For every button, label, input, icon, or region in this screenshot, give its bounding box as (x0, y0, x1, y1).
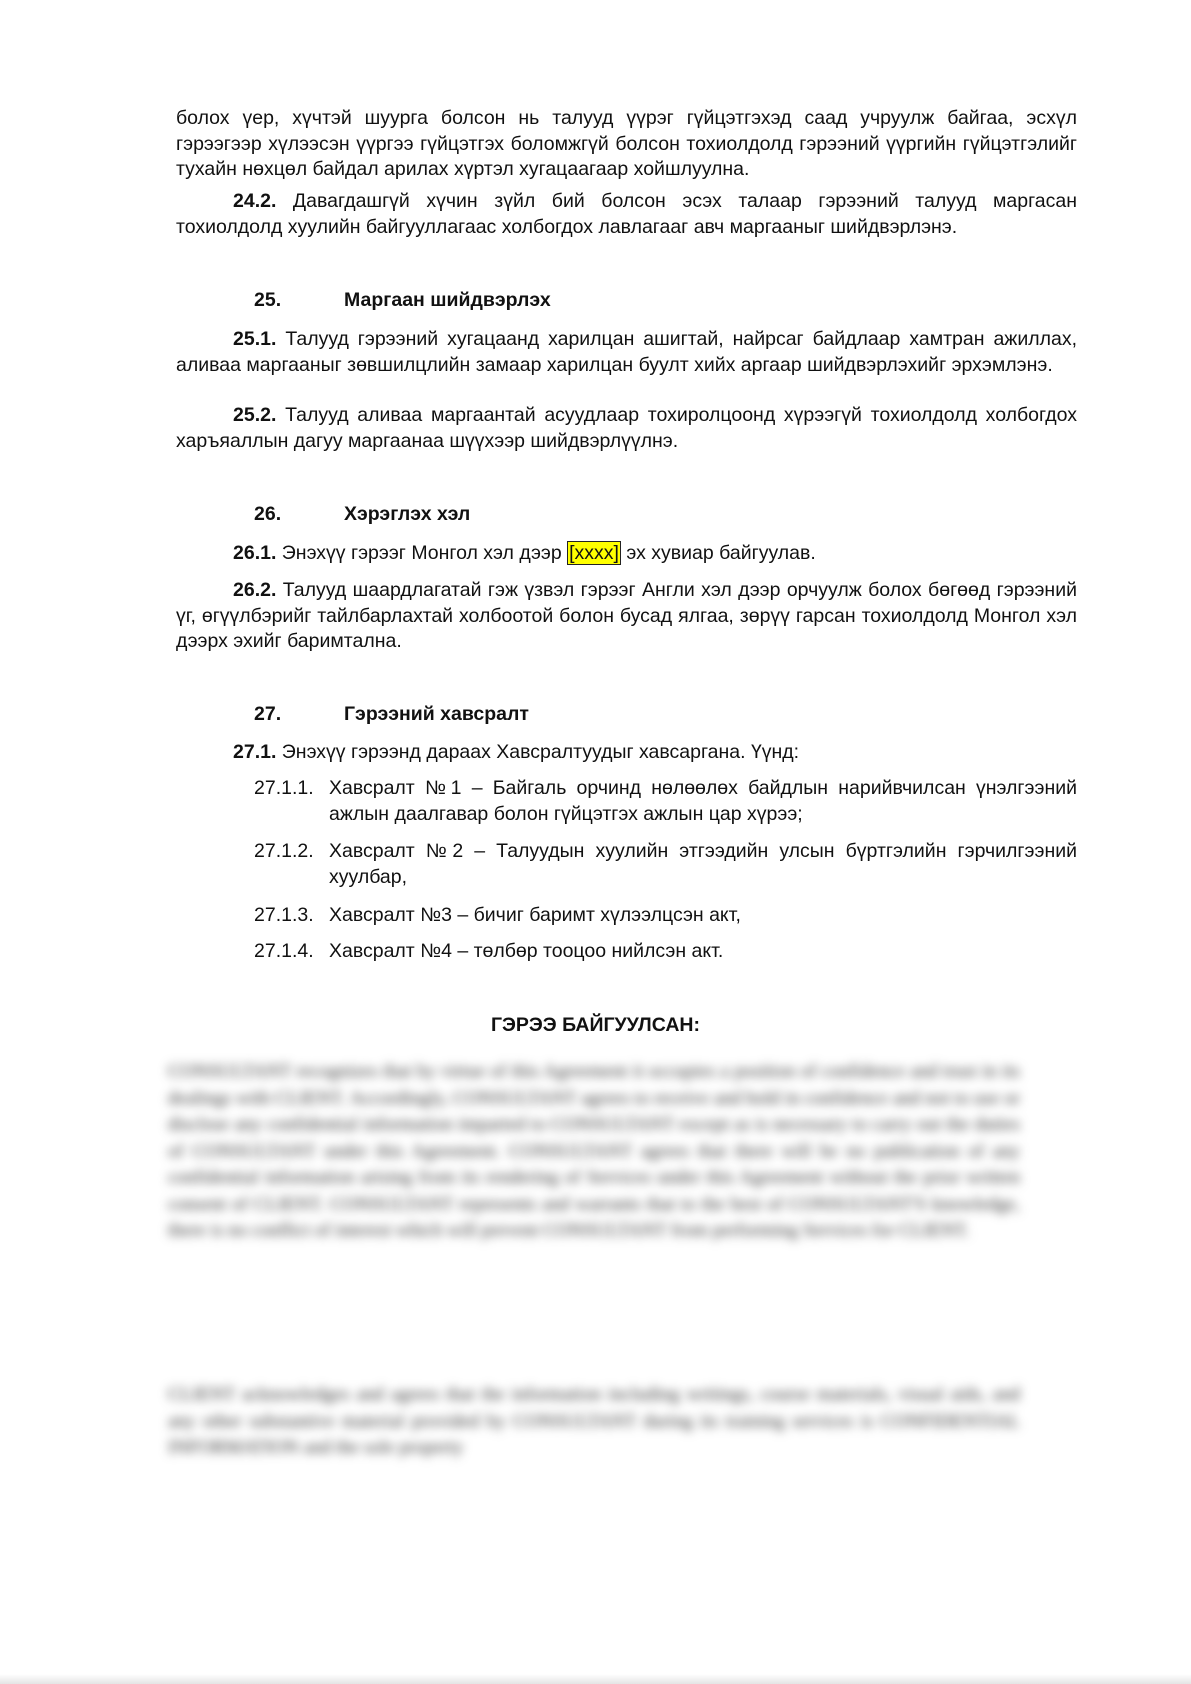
clause-number: 26.1. (233, 542, 277, 564)
section-title: Хэрэглэх хэл (344, 503, 471, 525)
item-number: 27.1.2. (254, 840, 314, 862)
item-text: Хавсралт №3 – бичиг баримт хүлээлцсэн акт, (329, 904, 741, 926)
paragraph-text: Энэхүү гэрээг Монгол хэл дээр (276, 542, 568, 564)
paragraph-text: Талууд аливаа маргаантай асуудлаар тохиролцоонд хүрээгүй тохиолдолд холбогдох харъяаллын дагуу маргаанаа шүүхээр шийдвэрлүүлнэ. (176, 404, 1077, 452)
blurred-paragraph-1: CONSULTANT recognizes that by virtue of this Agreement it occupies a position of confidence and trust in its dealings with CLIENT. Accordingly, CONSULTANT agrees to receive and hold in confidence and not to use or disclose any confidential information imparted to CONSULTANT except as is necessary to carry out the duties of CONSULTANT under this Agreement. CONSULTANT agrees that there will be no publication of any confidential information arising from its rendering of Services under this Agreement without the prior written consent of CLIENT. CONSULTANT represents and warrants that to the best of CONSULTANT'S knowledge, there is no conflict of interest which will prevent CONSULTANT from performing Services for CLIENT. (168, 1061, 1020, 1241)
paragraph-text: болох үер, хүчтэй шуурга болсон нь талууд үүрэг гүйцэтгэхэд саад учруулж байгаа, эсхүл гэрээгээр хүлээсэн үүргээ гүйцэтгэх боломжгүй болсон тохиолдолд гэрээний үүргийн гүйцэтгэлийг тухайн нөхцөл байдал арилах хүртэл хугацаагаар хойшлуулна. (176, 107, 1077, 180)
paragraph-24-2 (176, 189, 1077, 240)
paragraph-27-1 (176, 740, 1077, 766)
section-title: Маргаан шийдвэрлэх (344, 289, 551, 311)
list-item-27-1-2 (254, 839, 1077, 890)
highlighted-placeholder: [xxxx] (569, 542, 619, 564)
list-item-27-1-1 (254, 776, 1077, 827)
section-number: 26. (254, 503, 282, 525)
clause-number: 25.2. (233, 404, 277, 426)
clause-number: 26.2. (233, 579, 277, 601)
section-heading-25 (254, 289, 551, 312)
item-text: Хавсралт №1 – Байгаль орчинд нөлөөлөх байдлын нарийвчилсан үнэлгээний ажлын даалгавар болон гүйцэтгэх ажлын цар хүрээ; (329, 777, 1077, 825)
paragraph-text: Талууд шаардлагатай гэж үзвэл гэрээг Англи хэл дээр орчуулж болох бөгөөд гэрээний үг, өгүүлбэрийг тайлбарлахтай холбоотой болон бусад ялгаа, зөрүү гарсан тохиолдолд Монгол хэл дээрх эхийг баримтална. (176, 579, 1077, 652)
item-number: 27.1.4. (254, 940, 314, 962)
paragraph-text: Давагдашгүй хүчин зүйл бий болсон эсэх талаар гэрээний талууд маргасан тохиолдолд хуулийн байгууллагаас холбогдох лавлагааг авч маргааныг шийдвэрлэнэ. (176, 190, 1077, 238)
section-number: 27. (254, 703, 282, 725)
list-item-27-1-3 (254, 903, 1077, 929)
blurred-paragraph-2: CLIENT acknowledges and agrees that the information including writings, course materials, visual aids, and any other substantive material provided by CONSULTANT during its training services is CONFIDENTIAL INFORMATION and the sole property (168, 1384, 1020, 1458)
paragraph-25-1 (176, 327, 1077, 378)
clause-number: 25.1. (233, 328, 277, 350)
section-title: Гэрээний хавсралт (344, 703, 529, 725)
item-number: 27.1.3. (254, 904, 314, 926)
clause-number: 27.1. (233, 741, 277, 763)
paragraph-25-2 (176, 403, 1077, 454)
page-bottom-edge (0, 1674, 1191, 1684)
paragraph-text: Энэхүү гэрээнд дараах Хавсралтуудыг хавсаргана. Үүнд: (276, 741, 800, 763)
item-text: Хавсралт №4 – төлбөр тооцоо нийлсэн акт. (329, 940, 724, 962)
list-item-27-1-4 (254, 939, 1077, 965)
section-number: 25. (254, 289, 282, 311)
paragraph-text: эх хувиар байгуулав. (620, 542, 816, 564)
signature-section-title: ГЭРЭЭ БАЙГУУЛСАН: (491, 1014, 700, 1036)
paragraph-text: Талууд гэрээний хугацаанд харилцан ашигтай, найрсаг байдлаар хамтран ажиллах, аливаа маргааныг зөвшилцлийн замаар харилцан буулт хийх аргаар шийдвэрлэхийг эрхэмлэнэ. (176, 328, 1077, 376)
item-text: Хавсралт №2 – Талуудын хуулийн этгээдийн улсын бүртгэлийн гэрчилгээний хуулбар, (329, 840, 1077, 888)
item-number: 27.1.1. (254, 777, 314, 799)
clause-number: 24.2. (233, 190, 277, 212)
paragraph-26-2 (176, 578, 1077, 655)
section-heading-27 (254, 703, 529, 726)
section-heading-26 (254, 503, 470, 526)
paragraph-26-1 (176, 541, 1077, 567)
paragraph-24-1-continuation (176, 106, 1077, 183)
